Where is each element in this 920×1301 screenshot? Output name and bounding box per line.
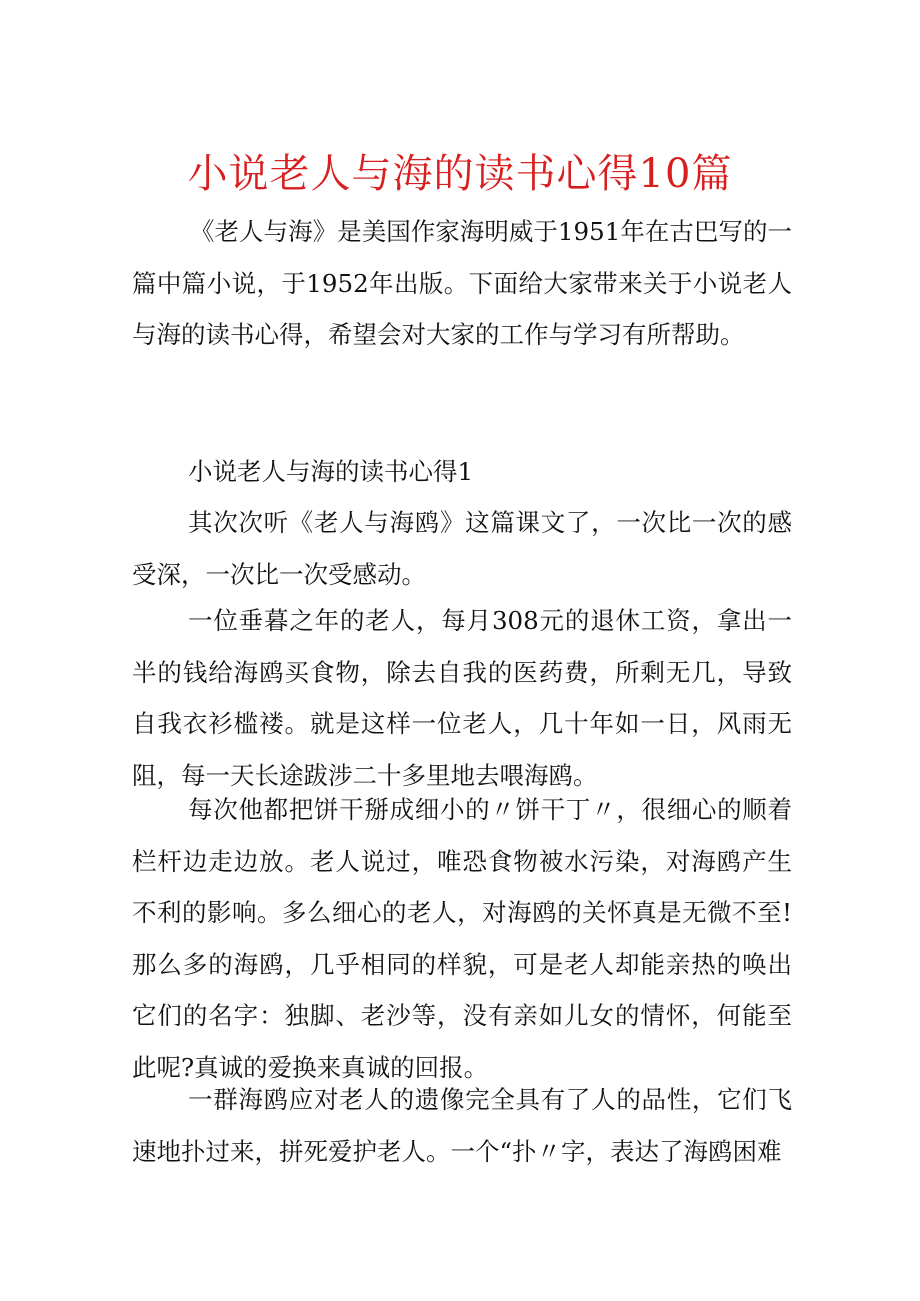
- body-paragraph: 每次他都把饼干掰成细小的〃饼干丁〃，很细心的顺着栏杆边走边放。老人说过，唯恐食物被水污染，对海鸥产生不利的影响。多么细心的老人，对海鸥的关怀真是无微不至!那么多的海鸥，几乎相同的样貌，可是老人却能亲热的唤出它们的名字：独脚、老沙等，没有亲如儿女的情怀，何能至此呢?真诚的爱换来真诚的回报。: [132, 795, 792, 1082]
- body-paragraph: 其次次听《老人与海鸥》这篇课文了，一次比一次的感受深，一次比一次受感动。: [132, 508, 792, 589]
- intro-paragraph: 《老人与海》是美国作家海明威于1951年在古巴写的一篇中篇小说，于1952年出版。下面给大家带来关于小说老人与海的读书心得，希望会对大家的工作与学习有所帮助。: [132, 217, 792, 349]
- document-title: 小说老人与海的读书心得10篇: [187, 151, 733, 197]
- body-paragraph: 一群海鸥应对老人的遗像完全具有了人的品性，它们飞速地扑过来，拼死爱护老人。一个“扑〃字，表达了海鸥困难: [132, 1085, 792, 1166]
- body-paragraph: 一位垂暮之年的老人，每月308元的退休工资，拿出一半的钱给海鸥买食物，除去自我的医药费，所剩无几，导致自我衣衫槛褛。就是这样一位老人，几十年如一日，风雨无阻，每一天长途跋涉二十多里地去喂海鸥。: [132, 606, 792, 790]
- section-heading: 小说老人与海的读书心得1: [188, 457, 474, 486]
